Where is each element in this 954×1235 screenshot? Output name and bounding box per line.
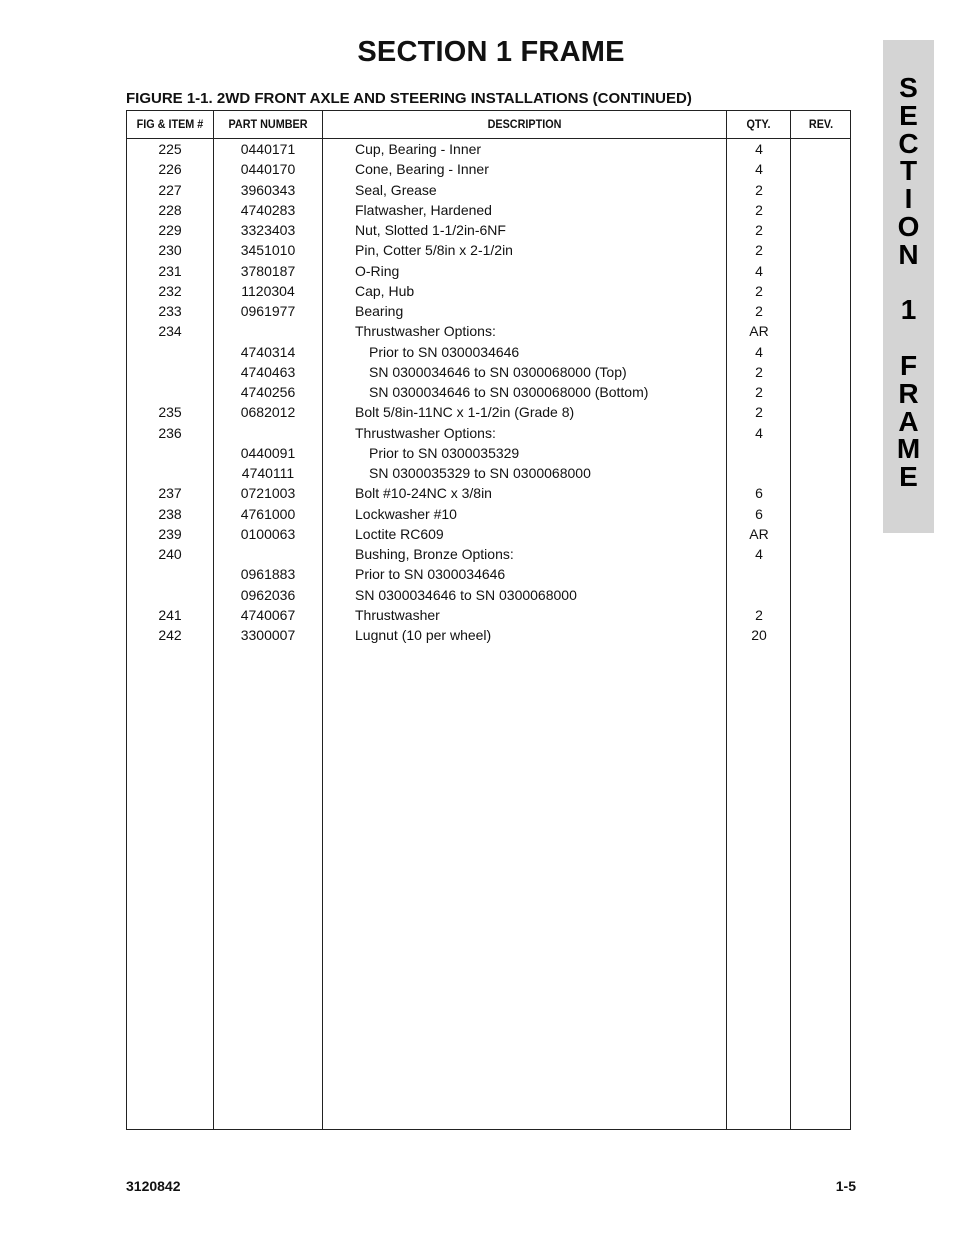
quantity-cell: 4: [755, 161, 763, 178]
table-row: [127, 544, 850, 564]
quantity-cell: 2: [755, 242, 763, 259]
part-number-cell: 0682012: [240, 404, 296, 421]
quantity-cell: 2: [755, 222, 763, 238]
description-cell: O-Ring: [355, 262, 400, 279]
description-cell: Bearing: [355, 303, 404, 319]
part-number-cell: 3300007: [240, 627, 296, 643]
part-number-cell: 0440170: [240, 161, 296, 178]
description-cell: Thrustwasher Options:: [355, 424, 496, 441]
part-number-cell: 3323403: [240, 222, 296, 238]
description-cell: Prior to SN 0300034646: [355, 566, 506, 583]
part-number-cell: 3960343: [240, 181, 296, 198]
table-row: [127, 524, 850, 544]
description-cell: Lugnut (10 per wheel): [355, 627, 492, 643]
table-row: [127, 504, 850, 524]
table-row: [127, 220, 850, 240]
table-row: [127, 240, 850, 260]
part-number-cell: 3780187: [240, 262, 296, 279]
quantity-cell: 2: [755, 384, 763, 400]
quantity-cell: 2: [755, 303, 763, 319]
quantity-cell: 4: [755, 343, 763, 360]
description-cell: Seal, Grease: [355, 181, 437, 198]
description-cell: SN 0300034646 to SN 0300068000 (Bottom): [369, 384, 649, 400]
description-cell: Nut, Slotted 1-1/2in-6NF: [355, 222, 506, 238]
quantity-cell: 4: [755, 546, 763, 562]
table-row: [127, 159, 850, 179]
side-tab-letter: F: [899, 349, 918, 381]
table-row: [127, 402, 850, 422]
item-number-cell: 232: [158, 282, 182, 299]
description-cell: Loctite RC609: [355, 525, 444, 542]
item-number-cell: 239: [158, 525, 182, 542]
table-row: [127, 605, 850, 625]
side-tab-letter: E: [899, 99, 918, 131]
description-cell: Thrustwasher: [355, 606, 440, 623]
item-number-cell: 228: [158, 201, 182, 218]
side-tab-letter: M: [896, 433, 921, 465]
description-cell: Flatwasher, Hardened: [355, 201, 492, 218]
side-tab-letter: R: [898, 377, 919, 409]
part-number-cell: 0961977: [240, 303, 296, 319]
side-tab-letter: C: [898, 127, 919, 159]
parts-table: [126, 110, 851, 1130]
item-number-cell: 225: [158, 141, 182, 157]
table-row: [127, 483, 850, 503]
header-part-number: PART NUMBER: [228, 117, 308, 131]
part-number-cell: 4740314: [240, 343, 296, 360]
table-row: [127, 362, 850, 382]
side-tab-letter: 1: [900, 294, 917, 326]
item-number-cell: 242: [158, 627, 182, 643]
quantity-cell: 2: [755, 606, 763, 623]
quantity-cell: 2: [755, 363, 763, 380]
item-number-cell: 240: [158, 546, 182, 562]
side-tab-letter: T: [899, 155, 918, 187]
description-cell: Cup, Bearing - Inner: [355, 141, 482, 157]
part-number-cell: 0100063: [240, 525, 296, 542]
item-number-cell: 227: [158, 181, 182, 198]
part-number-cell: 4740067: [240, 606, 296, 623]
section-side-tab: [883, 40, 934, 533]
part-number-cell: 4740111: [241, 465, 295, 481]
description-cell: Bushing, Bronze Options:: [355, 546, 514, 562]
part-number-cell: 4740463: [240, 363, 296, 380]
side-tab-letter: E: [899, 461, 918, 493]
description-cell: Lockwasher #10: [355, 505, 457, 522]
part-number-cell: 0961883: [240, 566, 296, 583]
description-cell: SN 0300035329 to SN 0300068000: [369, 465, 591, 481]
item-number-cell: 233: [158, 303, 182, 319]
item-number-cell: 235: [158, 404, 182, 421]
part-number-cell: 4761000: [240, 505, 296, 522]
figure-caption: FIGURE 1-1. 2WD FRONT AXLE AND STEERING INSTALLATIONS (CONTINUED): [126, 90, 692, 107]
item-number-cell: 238: [158, 505, 182, 522]
table-row: [127, 261, 850, 281]
part-number-cell: 0440171: [240, 141, 296, 157]
table-row: [127, 321, 850, 341]
quantity-cell: 4: [755, 424, 763, 441]
item-number-cell: 234: [158, 323, 182, 340]
quantity-cell: 4: [755, 262, 763, 279]
part-number-cell: 0721003: [240, 485, 296, 502]
quantity-cell: 2: [755, 282, 763, 299]
table-row: [127, 564, 850, 584]
table-row: [127, 382, 850, 402]
header-qty: QTY.: [746, 117, 771, 131]
side-tab-letter: [883, 269, 934, 297]
table-row: [127, 200, 850, 220]
description-cell: Prior to SN 0300034646: [369, 343, 520, 360]
description-cell: Pin, Cotter 5/8in x 2-1/2in: [355, 242, 513, 259]
item-number-cell: 230: [158, 242, 182, 259]
side-tab-letter: [883, 324, 934, 352]
description-cell: SN 0300034646 to SN 0300068000: [355, 586, 577, 603]
part-number-cell: 0962036: [240, 586, 296, 603]
quantity-cell: 6: [755, 505, 763, 522]
header-description: DESCRIPTION: [487, 117, 562, 131]
description-cell: Bolt 5/8in-11NC x 1-1/2in (Grade 8): [355, 404, 575, 421]
quantity-cell: 2: [755, 181, 763, 198]
quantity-cell: 20: [751, 627, 767, 643]
item-number-cell: 237: [158, 485, 182, 502]
side-tab-letters: [883, 74, 934, 491]
description-cell: Cone, Bearing - Inner: [355, 161, 489, 178]
side-tab-letter: A: [898, 405, 919, 437]
part-number-cell: 3451010: [240, 242, 296, 259]
side-tab-letter: I: [904, 183, 913, 215]
header-rev: REV.: [808, 117, 834, 131]
description-cell: Thrustwasher Options:: [355, 323, 496, 340]
document-number: 3120842: [126, 1178, 181, 1194]
item-number-cell: 229: [158, 222, 182, 238]
header-fig-item: FIG & ITEM #: [136, 117, 204, 131]
side-tab-letter: N: [898, 238, 919, 270]
table-body: [127, 139, 850, 645]
part-number-cell: 1120304: [241, 282, 295, 299]
quantity-cell: 2: [755, 404, 763, 421]
description-cell: Cap, Hub: [355, 282, 415, 299]
part-number-cell: 4740283: [240, 201, 296, 218]
table-row: [127, 625, 850, 645]
table-row: [127, 463, 850, 483]
quantity-cell: AR: [749, 323, 769, 340]
quantity-cell: 4: [755, 141, 763, 157]
part-number-cell: 0440091: [240, 444, 296, 461]
description-cell: Prior to SN 0300035329: [369, 444, 520, 461]
description-cell: SN 0300034646 to SN 0300068000 (Top): [369, 363, 627, 380]
table-row: [127, 301, 850, 321]
page-title: SECTION 1 FRAME: [357, 36, 625, 68]
description-cell: Bolt #10-24NC x 3/8in: [355, 485, 492, 502]
table-row: [127, 281, 850, 301]
quantity-cell: AR: [749, 525, 769, 542]
table-row: [127, 180, 850, 200]
quantity-cell: 6: [755, 485, 763, 502]
item-number-cell: 236: [158, 424, 182, 441]
item-number-cell: 231: [158, 262, 182, 279]
item-number-cell: 226: [158, 161, 182, 178]
side-tab-letter: O: [897, 210, 920, 242]
side-tab-letter: S: [899, 72, 918, 103]
table-row: [127, 139, 850, 159]
page-number: 1-5: [835, 1178, 856, 1194]
table-row: [127, 342, 850, 362]
quantity-cell: 2: [755, 201, 763, 218]
table-row: [127, 423, 850, 443]
table-row: [127, 585, 850, 605]
item-number-cell: 241: [158, 606, 182, 623]
part-number-cell: 4740256: [240, 384, 296, 400]
table-row: [127, 443, 850, 463]
